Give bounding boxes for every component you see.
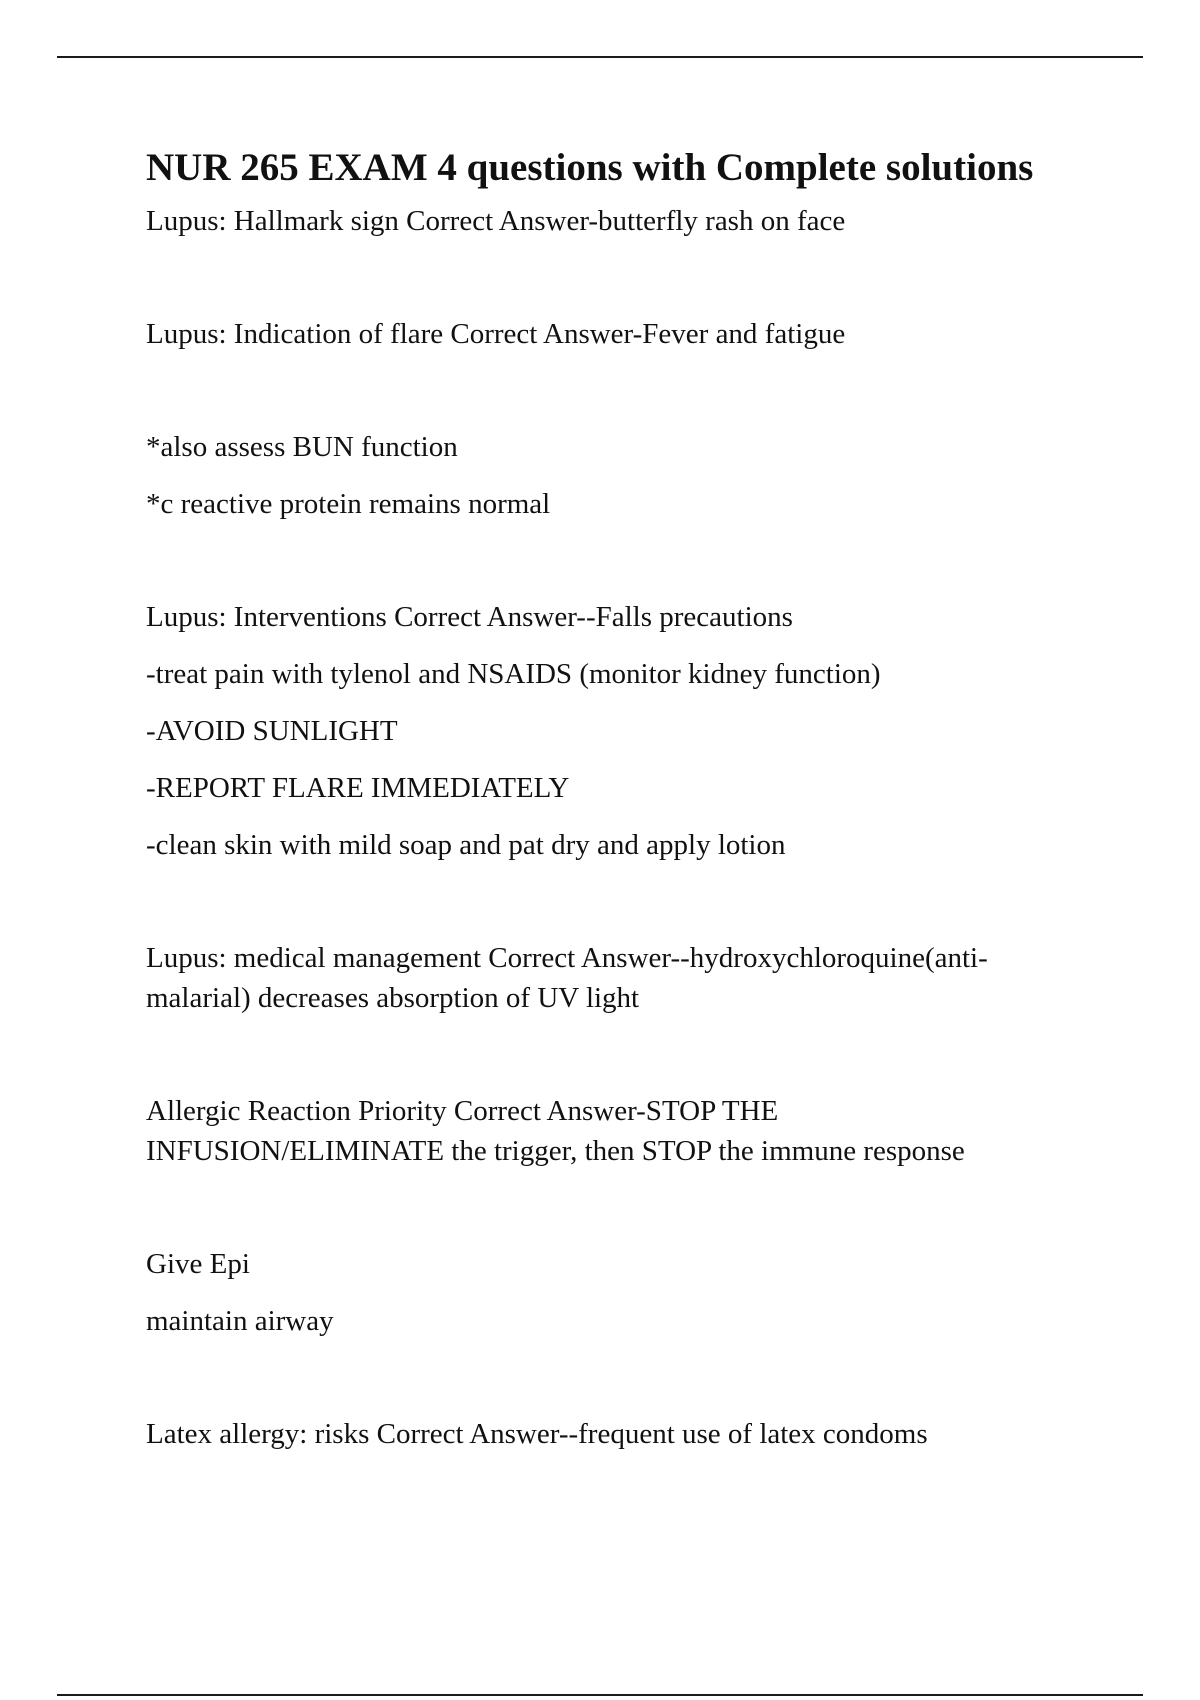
qa-latex-risks: Latex allergy: risks Correct Answer--frequent use of latex condoms (146, 1418, 928, 1450)
intervention-pain: -treat pain with tylenol and NSAIDS (monitor kidney function) (146, 658, 881, 690)
footer-rule (57, 1694, 1143, 1696)
note-airway: maintain airway (146, 1305, 334, 1337)
document-body (146, 140, 1086, 1454)
qa-allergic-priority-1: Allergic Reaction Priority Correct Answer-STOP THE (146, 1095, 779, 1127)
document-title: NUR 265 EXAM 4 questions with Complete solutions (146, 146, 1034, 189)
note-crp: *c reactive protein remains normal (146, 488, 551, 520)
intervention-sunlight: -AVOID SUNLIGHT (146, 715, 398, 747)
qa-lupus-interventions: Lupus: Interventions Correct Answer--Falls precautions (146, 601, 793, 633)
note-bun: *also assess BUN function (146, 431, 458, 463)
qa-lupus-hallmark: Lupus: Hallmark sign Correct Answer-butterfly rash on face (146, 205, 846, 237)
qa-lupus-flare: Lupus: Indication of flare Correct Answer-Fever and fatigue (146, 318, 846, 350)
intervention-skin: -clean skin with mild soap and pat dry and apply lotion (146, 829, 786, 861)
qa-lupus-medical-2: malarial) decreases absorption of UV light (146, 982, 640, 1014)
qa-lupus-medical-1: Lupus: medical management Correct Answer--hydroxychloroquine(anti- (146, 942, 988, 974)
note-give-epi: Give Epi (146, 1248, 250, 1280)
qa-allergic-priority-2: INFUSION/ELIMINATE the trigger, then STOP the immune response (146, 1135, 965, 1167)
header-rule (57, 56, 1143, 58)
intervention-flare: -REPORT FLARE IMMEDIATELY (146, 772, 570, 804)
